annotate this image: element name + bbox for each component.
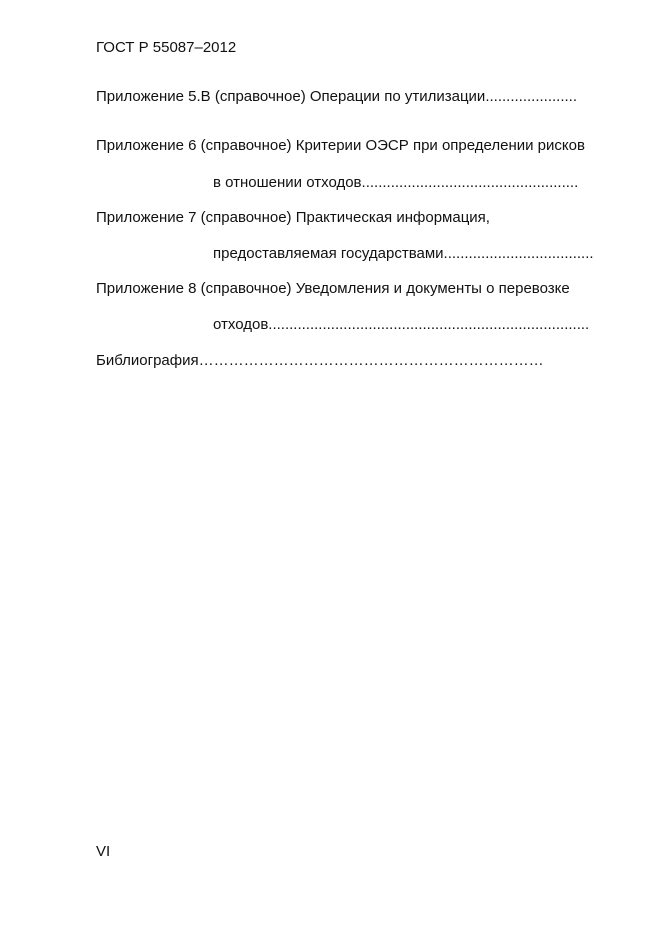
toc-entry-text: Приложение 6 (справочное) Критерии ОЭСР при определении рисков (96, 137, 585, 154)
document-header: ГОСТ Р 55087–2012 (96, 39, 237, 56)
toc-entry-appendix-6-continuation (213, 174, 578, 192)
toc-entry-text: Приложение 7 (справочное) Практическая информация, (96, 209, 490, 226)
toc-entry-appendix-7 (96, 209, 490, 227)
toc-leader-dots: ...................... (485, 88, 577, 105)
toc-leader-dots: .................................................... (361, 174, 579, 191)
toc-entry-bibliography (96, 352, 544, 370)
toc-entry-appendix-6 (96, 137, 585, 155)
toc-entry-text: в отношении отходов (213, 174, 362, 191)
toc-entry-appendix-8-continuation (213, 316, 589, 334)
toc-leader-dots: …………………………………………………………… (198, 352, 544, 369)
toc-entry-text: отходов (213, 316, 269, 333)
page-number: VI (96, 843, 111, 860)
toc-entry-text: Приложение 5.В (справочное) Операции по утилизации (96, 88, 486, 105)
toc-leader-dots: .................................... (443, 245, 594, 262)
toc-leader-dots: ............................................................................. (268, 316, 590, 333)
toc-entry-text: предоставляемая государствами (213, 245, 444, 262)
toc-entry-text: Приложение 8 (справочное) Уведомления и документы о перевозке (96, 280, 570, 297)
toc-entry-text: Библиография (96, 352, 199, 369)
toc-entry-appendix-5v (96, 88, 577, 106)
toc-entry-appendix-8 (96, 280, 570, 298)
toc-entry-appendix-7-continuation (213, 245, 594, 263)
